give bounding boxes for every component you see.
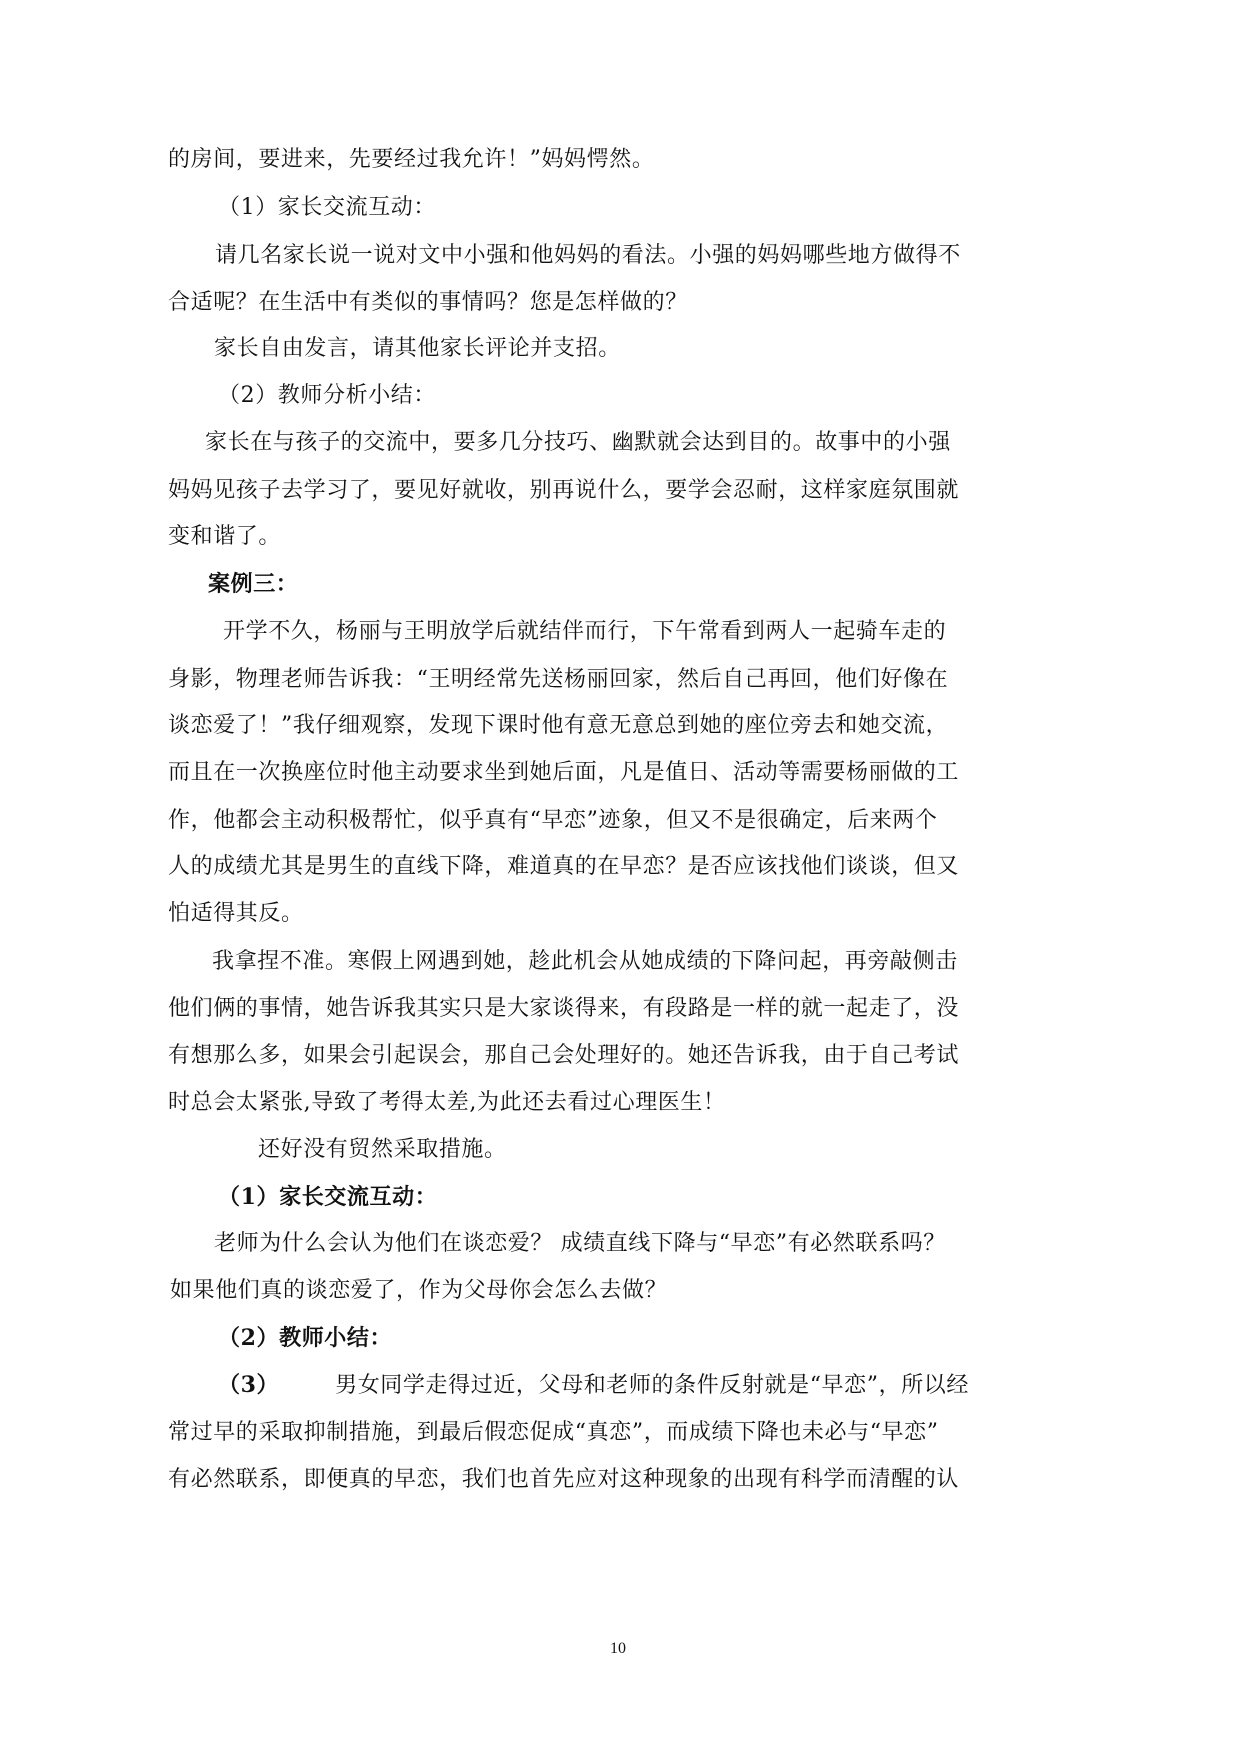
section-heading-parent-interaction-2: （1）家长交流互动：	[218, 1184, 438, 1210]
paragraph-line: 我拿捏不准。寒假上网遇到她，趁此机会从她成绩的下降问起，再旁敲侧击	[212, 949, 958, 974]
section-heading-teacher-summary-2: （2）教师小结：	[218, 1325, 393, 1351]
paragraph-line: 家长自由发言，请其他家长评论并支招。	[214, 336, 621, 361]
paragraph-line: 怕适得其反。	[168, 901, 304, 926]
paragraph-line: 合适呢？在生活中有类似的事情吗？您是怎样做的？	[168, 290, 688, 315]
section-heading-teacher-summary: （2）教师分析小结：	[218, 383, 436, 408]
paragraph-line: 变和谐了。	[168, 524, 282, 549]
paragraph-line: 有必然联系，即便真的早恋，我们也首先应对这种现象的出现有科学而清醒的认	[168, 1467, 960, 1492]
paragraph-line: 常过早的采取抑制措施，到最后假恋促成“真恋”，而成绩下降也未必与“早恋”	[168, 1420, 939, 1445]
section-heading-parent-interaction: （1）家长交流互动：	[218, 195, 436, 220]
paragraph-line: 身影，物理老师告诉我：“王明经常先送杨丽回家，然后自己再回，他们好像在	[168, 667, 949, 692]
paragraph-line: 他们俩的事情，她告诉我其实只是大家谈得来，有段路是一样的就一起走了，没	[168, 996, 960, 1021]
item-number: （3）	[218, 1372, 280, 1398]
paragraph-text: 男女同学走得过近，父母和老师的条件反射就是“早恋”，所以经	[335, 1373, 970, 1398]
paragraph-line: 妈妈见孩子去学习了，要见好就收，别再说什么，要学会忍耐，这样家庭氛围就	[168, 478, 960, 503]
numbered-paragraph-line	[218, 1370, 969, 1400]
paragraph-line: 人的成绩尤其是男生的直线下降，难道真的在早恋？是否应该找他们谈谈，但又	[168, 854, 960, 879]
paragraph-line: 而且在一次换座位时他主动要求坐到她后面，凡是值日、活动等需要杨丽做的工	[168, 760, 960, 785]
case-three-heading: 案例三：	[208, 571, 299, 597]
paragraph-line: 的房间，要进来，先要经过我允许！”妈妈愕然。	[168, 147, 655, 172]
paragraph-line: 家长在与孩子的交流中，要多几分技巧、幽默就会达到目的。故事中的小强	[205, 430, 951, 455]
paragraph-line: 有想那么多，如果会引起误会，那自己会处理好的。她还告诉我，由于自己考试	[168, 1043, 960, 1068]
paragraph-line: 请几名家长说一说对文中小强和他妈妈的看法。小强的妈妈哪些地方做得不	[215, 243, 961, 268]
page-number: 10	[610, 1640, 626, 1657]
paragraph-line: 作，他都会主动积极帮忙，似乎真有“早恋”迹象，但又不是很确定，后来两个	[168, 808, 938, 833]
paragraph-line: 如果他们真的谈恋爱了，作为父母你会怎么去做？	[170, 1278, 668, 1303]
paragraph-line: 谈恋爱了！”我仔细观察，发现下课时他有意无意总到她的座位旁去和她交流，	[168, 713, 949, 738]
paragraph-line: 开学不久，杨丽与王明放学后就结伴而行，下午常看到两人一起骑车走的	[223, 619, 947, 644]
paragraph-line: 时总会太紧张,导致了考得太差,为此还去看过心理医生！	[168, 1090, 726, 1115]
paragraph-line: 还好没有贸然采取措施。	[258, 1137, 507, 1162]
paragraph-line: 老师为什么会认为他们在谈恋爱？ 成绩直线下降与“早恋”有必然联系吗？	[214, 1231, 946, 1256]
